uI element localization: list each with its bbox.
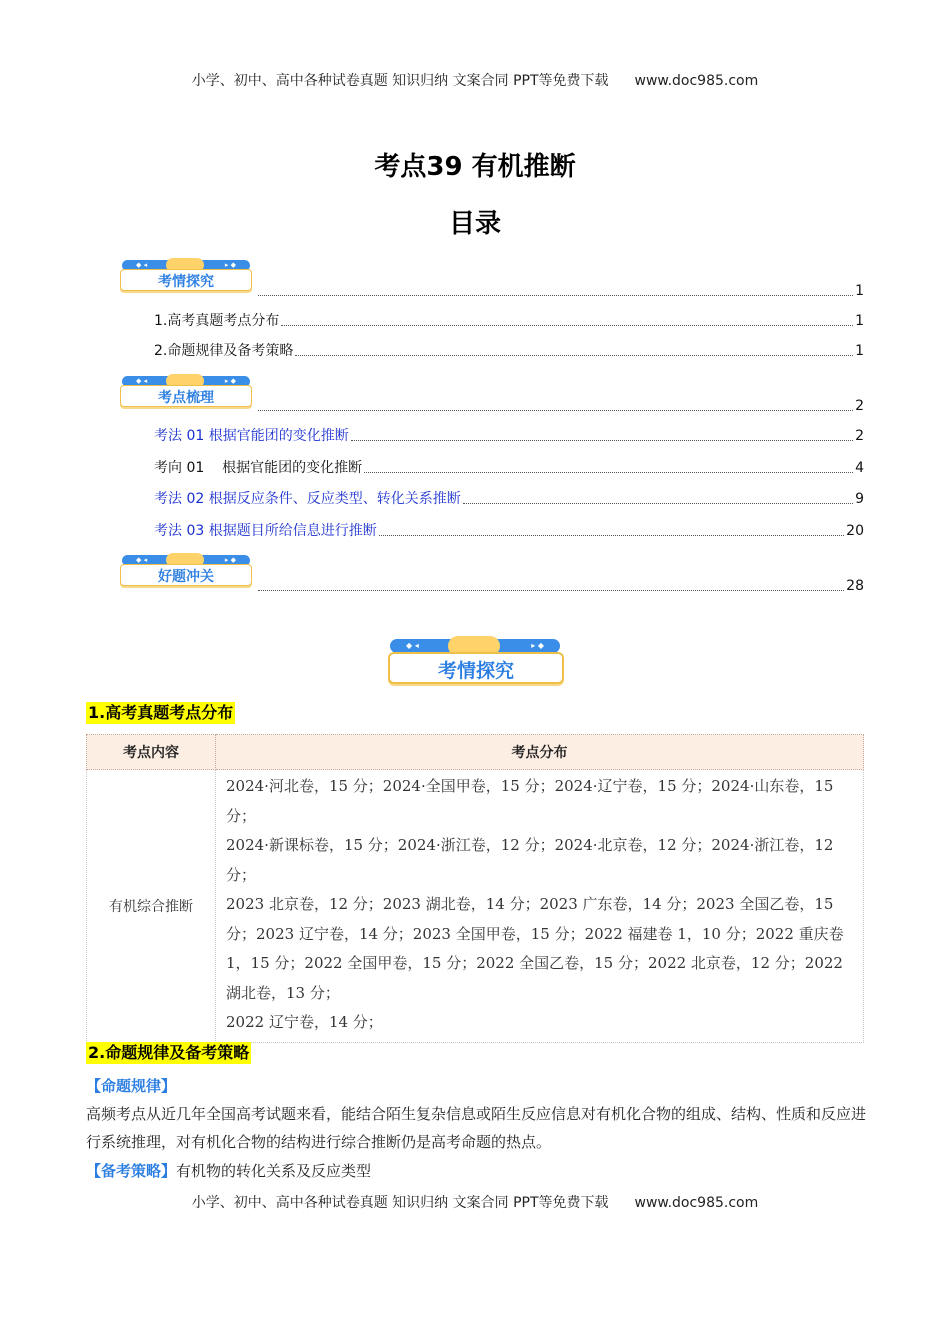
distribution-line: 2022 辽宁卷，14 分； (226, 1013, 383, 1031)
toc-page-number: 2 (855, 398, 864, 414)
toc-entry-label: 考向 01 根据官能团的变化推断 (154, 460, 363, 476)
banner-ribbon: ◆ ◂ ▸ ◆ (390, 639, 560, 653)
toc-leader (351, 439, 853, 441)
table-header-cell: 考点内容 (87, 735, 216, 770)
toc-leader (258, 294, 853, 296)
badge-label: 考点梳理 (158, 390, 214, 406)
toc-leader (258, 409, 853, 411)
table-row-label: 有机综合推断 (87, 770, 216, 1043)
table-row (87, 770, 864, 1043)
toc-leader (258, 589, 844, 591)
page-header (0, 70, 950, 90)
badge-ribbon: ◆ ◂ ▸ ◆ (122, 555, 250, 566)
toc-entry-label: 考法 02 根据反应条件、反应类型、转化关系推断 (154, 491, 461, 507)
toc-page-number: 1 (855, 283, 864, 299)
toc-entry-section3[interactable] (256, 577, 864, 595)
section-banner (388, 636, 562, 684)
table-cell-distribution (216, 770, 864, 1043)
toc-leader (295, 354, 853, 356)
page-footer (0, 1192, 950, 1212)
toc-entry[interactable] (154, 427, 864, 445)
toc-title: 目录 (448, 209, 501, 239)
toc-entry[interactable] (154, 312, 864, 330)
badge-ribbon: ◆ ◂ ▸ ◆ (122, 260, 250, 271)
toc-entry-section2[interactable] (256, 397, 864, 415)
footer-text: 小学、初中、高中各种试卷真题 知识归纳 文案合同 PPT等免费下载 (191, 1195, 609, 1211)
header-site-link[interactable]: www.doc985.com (634, 73, 759, 89)
strategy-label: 【备考策略】 (86, 1162, 177, 1180)
strategy-line (86, 1160, 371, 1181)
footer-site-link[interactable]: www.doc985.com (634, 1195, 759, 1211)
toc-entry-label: 考法 03 根据题目所给信息进行推断 (154, 523, 377, 539)
toc-page-number: 1 (855, 313, 864, 329)
toc-entry[interactable] (154, 490, 864, 508)
table-header-cell: 考点分布 (216, 735, 864, 770)
badge-ribbon: ◆ ◂ ▸ ◆ (122, 376, 250, 387)
toc-leader (463, 502, 853, 504)
toc-entry-label: 1.高考真题考点分布 (154, 313, 280, 329)
toc-badge-exam-analysis[interactable] (120, 258, 252, 292)
toc-page-number: 20 (846, 523, 864, 539)
distribution-line: 2024·新课标卷，15 分；2024·浙江卷，12 分；2024·北京卷，12 分；2024·浙江卷，12 分； (226, 836, 834, 884)
toc-badge-practice[interactable] (120, 553, 252, 587)
toc-entry[interactable] (154, 522, 864, 540)
toc-page-number: 28 (846, 578, 864, 594)
toc-entry-label: 考法 01 根据官能团的变化推断 (154, 428, 349, 444)
toc-leader (281, 324, 853, 326)
distribution-table (86, 734, 864, 1043)
toc-page-number: 9 (855, 491, 864, 507)
toc-page-number: 2 (855, 428, 864, 444)
header-text: 小学、初中、高中各种试卷真题 知识归纳 文案合同 PPT等免费下载 (191, 73, 609, 89)
section-heading-strategy: 2.命题规律及备考策略 (88, 1043, 250, 1062)
banner-label: 考情探究 (437, 660, 514, 682)
toc-entry-section1[interactable] (256, 282, 864, 300)
toc-leader (364, 471, 853, 473)
page-title: 考点39 有机推断 (374, 152, 576, 182)
toc-entry[interactable] (154, 342, 864, 360)
section-heading-distribution: 1.高考真题考点分布 (88, 703, 234, 722)
badge-label: 考情探究 (158, 274, 214, 290)
distribution-line: 2024·河北卷，15 分；2024·全国甲卷，15 分；2024·辽宁卷，15 分；2024·山东卷，15 分； (226, 777, 834, 825)
toc-page-number: 1 (855, 343, 864, 359)
toc-entry-label: 2.命题规律及备考策略 (154, 343, 294, 359)
toc-page-number: 4 (855, 460, 864, 476)
toc-badge-key-points[interactable] (120, 374, 252, 408)
toc-leader (379, 534, 844, 536)
toc-entry[interactable] (154, 459, 864, 477)
table-header-row (87, 735, 864, 770)
badge-label: 好题冲关 (158, 569, 214, 585)
distribution-line: 2023 北京卷，12 分；2023 湖北卷，14 分；2023 广东卷，14 分；2023 全国乙卷，15 分；2023 辽宁卷，14 分；2023 全国甲卷，15 分；2022 福建卷 1，10 分；2022 重庆卷 1，15 分；2022 全国甲卷，15 分；2022 全国乙卷，15 分；2022 北京卷，12 分；2022 湖北卷，13 分； (226, 895, 844, 1002)
strategy-text: 有机物的转化关系及反应类型 (176, 1162, 372, 1180)
rule-label: 【命题规律】 (86, 1077, 177, 1095)
rule-paragraph: 高频考点从近几年全国高考试题来看，能结合陌生复杂信息或陌生反应信息对有机化合物的组成、结构、性质和反应进行系统推理，对有机化合物的结构进行综合推断仍是高考命题的热点。 (86, 1105, 867, 1151)
